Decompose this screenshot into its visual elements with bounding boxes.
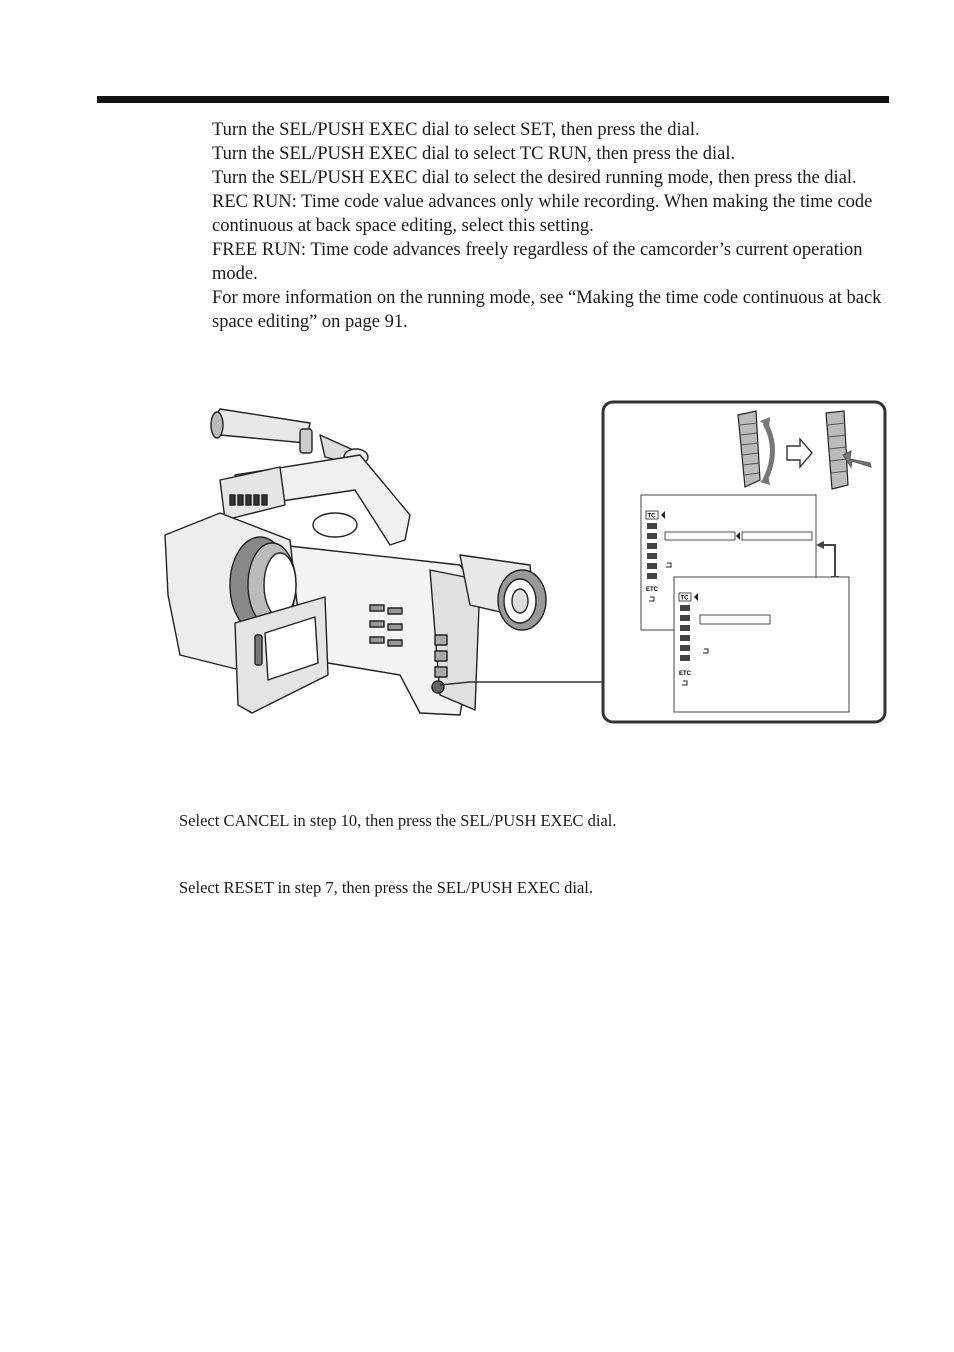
step-select-set: Turn the SEL/PUSH EXEC dial to select SET, then press the dial. <box>212 120 700 140</box>
camcorder-illustration <box>165 409 546 715</box>
step-list <box>212 118 892 334</box>
reset-note: Select RESET in step 7, then press the SEL/PUSH EXEC dial. <box>179 878 593 897</box>
rec-run-description: REC RUN: Time code value advances only while recording. When making the time code continuous at back space editing, select this setting. <box>212 192 873 236</box>
tc-icon: TC <box>647 513 656 520</box>
header-rule <box>97 96 889 103</box>
camcorder-menu-illustration <box>160 395 890 730</box>
etc-icon-2: ETC <box>679 671 691 677</box>
step-select-running-mode: Turn the SEL/PUSH EXEC dial to select the desired running mode, then press the dial. <box>212 168 857 188</box>
free-run-description: FREE RUN: Time code advances freely regardless of the camcorder’s current operation mode. <box>212 240 863 284</box>
step-select-tc-run: Turn the SEL/PUSH EXEC dial to select TC RUN, then press the dial. <box>212 144 736 164</box>
menu-screen-bottom <box>674 577 849 712</box>
cancel-note: Select CANCEL in step 10, then press the SEL/PUSH EXEC dial. <box>179 811 617 830</box>
more-info-reference: For more information on the running mode, see “Making the time code continuous at back space editing” on page 91. <box>212 288 882 332</box>
tc-icon-2: TC <box>680 595 689 602</box>
etc-icon: ETC <box>646 587 658 593</box>
